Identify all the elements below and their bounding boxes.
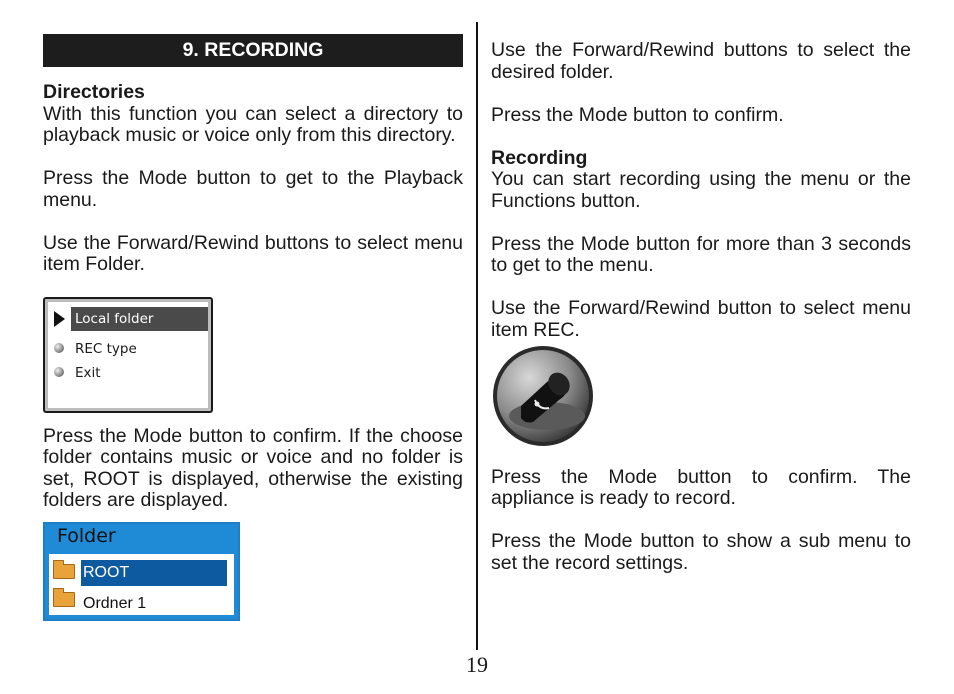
folder-item-ordner-1: Ordner 1 (83, 594, 147, 612)
menu-screen (43, 297, 213, 413)
page-number: 19 (466, 652, 488, 677)
folder-screen (43, 522, 240, 621)
folder-item-root: ROOT (81, 560, 227, 586)
bullet-icon (54, 343, 64, 353)
confirm-paragraph: Press the Mode button to confirm. (491, 103, 784, 126)
recording-paragraph: You can start recording using the menu or the Functions button. (491, 168, 911, 212)
mode-paragraph: Press the Mode button for more than 3 seconds to get to the menu. (491, 232, 911, 276)
select-folder-paragraph: Use the Forward/Rewind buttons to select the desired folder. (491, 39, 911, 83)
submenu-paragraph: Press the Mode button to show a sub menu to set the record settings. (491, 530, 911, 574)
confirm-paragraph: Press the Mode button to confirm. If the choose folder contains music or voice and no folder is set, ROOT is displayed, otherwise the existing folders are displayed. (43, 424, 463, 511)
menu-item-local-folder: Local folder (71, 307, 208, 331)
forward-paragraph: Use the Forward/Rewind buttons to select menu item Folder. (43, 231, 463, 275)
bullet-icon (54, 367, 64, 377)
folder-list (49, 554, 234, 615)
left-column (43, 34, 463, 621)
microphone-icon (491, 344, 595, 448)
folder-icon (53, 592, 75, 607)
directories-heading: Directories (43, 81, 145, 103)
forward-paragraph: Use the Forward/Rewind button to select menu item REC. (491, 297, 911, 341)
recording-heading: Recording (491, 146, 588, 169)
section-title: 9. RECORDING (43, 34, 463, 67)
directories-paragraph: With this function you can select a directory to playback music or voice only from this directory. (43, 102, 463, 146)
menu-item-rec-type: REC type (75, 340, 137, 357)
menu-item-exit: Exit (75, 364, 101, 381)
folder-screen-title: Folder (57, 524, 116, 547)
right-column (491, 40, 911, 596)
ready-paragraph: Press the Mode button to confirm. The appliance is ready to record. (491, 465, 911, 509)
folder-icon (53, 564, 75, 579)
play-arrow-icon (54, 311, 65, 327)
mode-paragraph: Press the Mode button to get to the Playback menu. (43, 167, 463, 211)
column-divider (476, 22, 478, 650)
